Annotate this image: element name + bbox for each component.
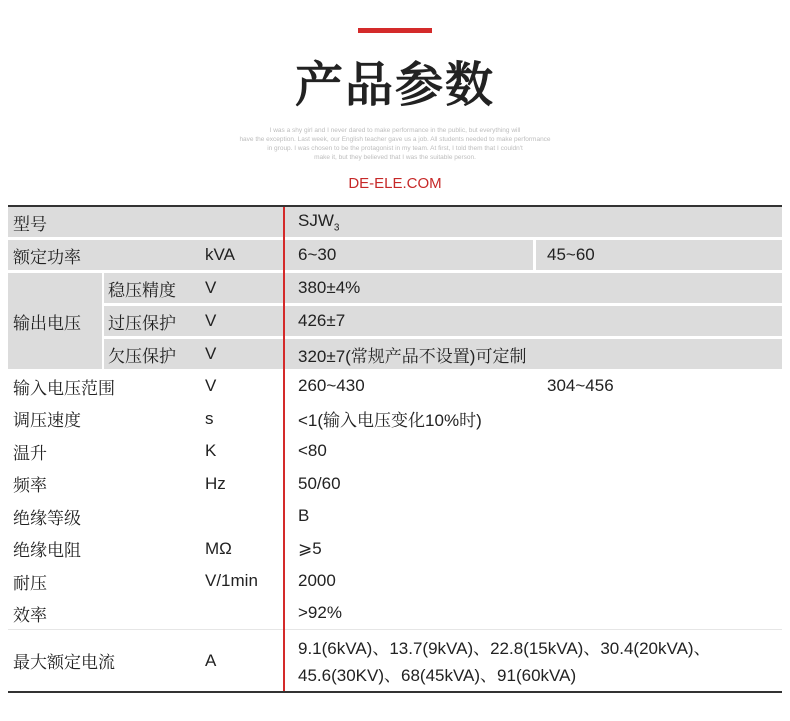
param-unit-cell [191, 532, 283, 565]
param-unit-cell [191, 402, 283, 435]
param-value: >92% [298, 603, 342, 622]
output-sub-value-cell [285, 273, 782, 303]
output-voltage-label: 输出电压 [13, 313, 81, 334]
output-sub-unit-cell [191, 273, 283, 303]
rated-power-value2-cell [536, 240, 782, 270]
max-current-label: 最大额定电流 [13, 653, 115, 673]
param-value: ⩾5 [298, 538, 322, 558]
param-unit: MΩ [205, 538, 232, 558]
output-sub-unit: V [205, 344, 217, 363]
output-sub-value: 426±7 [298, 311, 346, 330]
table-bottom-border [8, 691, 782, 693]
output-sub-unit-cell [191, 306, 283, 336]
param-label-cell [8, 597, 191, 629]
param-value: B [298, 506, 310, 525]
param-value-cell [285, 370, 533, 402]
max-current-label-cell [8, 630, 191, 691]
param-unit-cell [191, 370, 283, 402]
param-value: 50/60 [298, 473, 341, 493]
output-sub-label: 稳压精度 [108, 280, 176, 301]
rated-power-unit-cell [191, 240, 283, 270]
param-value: <1(输入电压变化10%时) [298, 411, 482, 430]
brand-text: DE-ELE.COM [348, 175, 442, 192]
model-value-main: SJW [298, 210, 334, 230]
param-label: 效率 [13, 605, 47, 626]
param-unit-cell [191, 435, 283, 467]
param-label-cell [8, 435, 191, 467]
param-label-cell [8, 467, 191, 500]
param-value-cell [285, 435, 782, 467]
param-label-cell [8, 565, 191, 597]
output-sub-unit: V [205, 311, 217, 330]
param-label-cell [8, 402, 191, 435]
param-unit-cell [191, 597, 283, 629]
param-value-cell [285, 500, 782, 532]
param-value2-cell [536, 370, 782, 402]
param-unit: V/1min [205, 571, 258, 590]
param-value: 2000 [298, 571, 336, 590]
param-value-cell [285, 467, 782, 500]
model-label-cell [8, 207, 283, 237]
output-sub-label-cell [104, 273, 191, 303]
output-sub-label-cell [104, 306, 191, 336]
rated-power-value1-cell [285, 240, 533, 270]
max-current-unit: A [205, 650, 217, 670]
param-label: 耐压 [13, 573, 47, 594]
param-value-cell [285, 532, 782, 565]
max-current-line: 45.6(30KV)、68(45kVA)、91(60kVA) [298, 666, 577, 685]
param-label-cell [8, 500, 191, 532]
output-sub-value-cell [285, 339, 782, 369]
param-label: 绝缘等级 [13, 508, 81, 529]
output-voltage-label-cell [8, 273, 102, 369]
output-sub-value-cell [285, 306, 782, 336]
output-sub-unit: V [205, 278, 217, 297]
param-label: 温升 [13, 443, 47, 464]
rated-power-label: 额定功率 [13, 247, 81, 268]
param-unit: Hz [205, 473, 226, 493]
param-label-cell [8, 532, 191, 565]
output-sub-value: 320±7(常规产品不设置)可定制 [298, 346, 527, 366]
param-unit: K [205, 441, 217, 460]
rated-power-unit: kVA [205, 245, 235, 264]
param-unit: s [205, 408, 214, 428]
param-unit-cell [191, 565, 283, 597]
table-red-divider [283, 207, 285, 691]
output-sub-value: 380±4% [298, 278, 361, 297]
output-sub-label: 过压保护 [108, 313, 176, 334]
param-value: <80 [298, 441, 327, 460]
output-sub-label-cell [104, 339, 191, 369]
param-label: 绝缘电阻 [13, 541, 81, 561]
model-value-subscript: 3 [333, 222, 340, 234]
output-sub-label: 欠压保护 [108, 346, 176, 367]
param-value-cell [285, 402, 782, 435]
max-current-line: 9.1(6kVA)、13.7(9kVA)、22.8(15kVA)、30.4(20kVA)、 [298, 639, 711, 658]
tagline-line: in group. I was chosen to be the protagonist in my team. At first, I told them that I couldn't [267, 145, 523, 152]
max-current-value [298, 632, 711, 689]
max-current-value-cell [285, 630, 782, 691]
param-label-cell [8, 370, 191, 402]
tagline-line: make it, but they believed that I was the suitable person. [314, 154, 476, 161]
tagline-line: have the exception. Last week, our English teacher gave us a job. All students needed to make performance [239, 136, 551, 143]
param-value-cell [285, 565, 782, 597]
rated-power-label-cell [8, 240, 191, 270]
model-label: 型号 [13, 214, 47, 235]
param-value: 260~430 [298, 376, 365, 395]
param-label: 输入电压范围 [13, 378, 115, 399]
max-current-unit-cell [191, 630, 283, 691]
rated-power-value1: 6~30 [298, 245, 337, 264]
param-unit-cell [191, 500, 283, 532]
tagline [0, 126, 790, 162]
param-value2: 304~456 [547, 376, 614, 395]
page-title: 产品参数 [294, 57, 495, 113]
model-value [298, 211, 339, 233]
param-label: 频率 [13, 476, 47, 496]
output-sub-unit-cell [191, 339, 283, 369]
param-label: 调压速度 [13, 411, 81, 431]
title-accent-bar [358, 28, 432, 33]
param-unit: V [205, 376, 217, 395]
param-value-cell [285, 597, 782, 629]
model-value-cell [285, 207, 782, 237]
rated-power-value2: 45~60 [547, 245, 595, 264]
param-unit-cell [191, 467, 283, 500]
tagline-line: I was a shy girl and I never dared to make performance in the public, but everything will [269, 127, 521, 134]
